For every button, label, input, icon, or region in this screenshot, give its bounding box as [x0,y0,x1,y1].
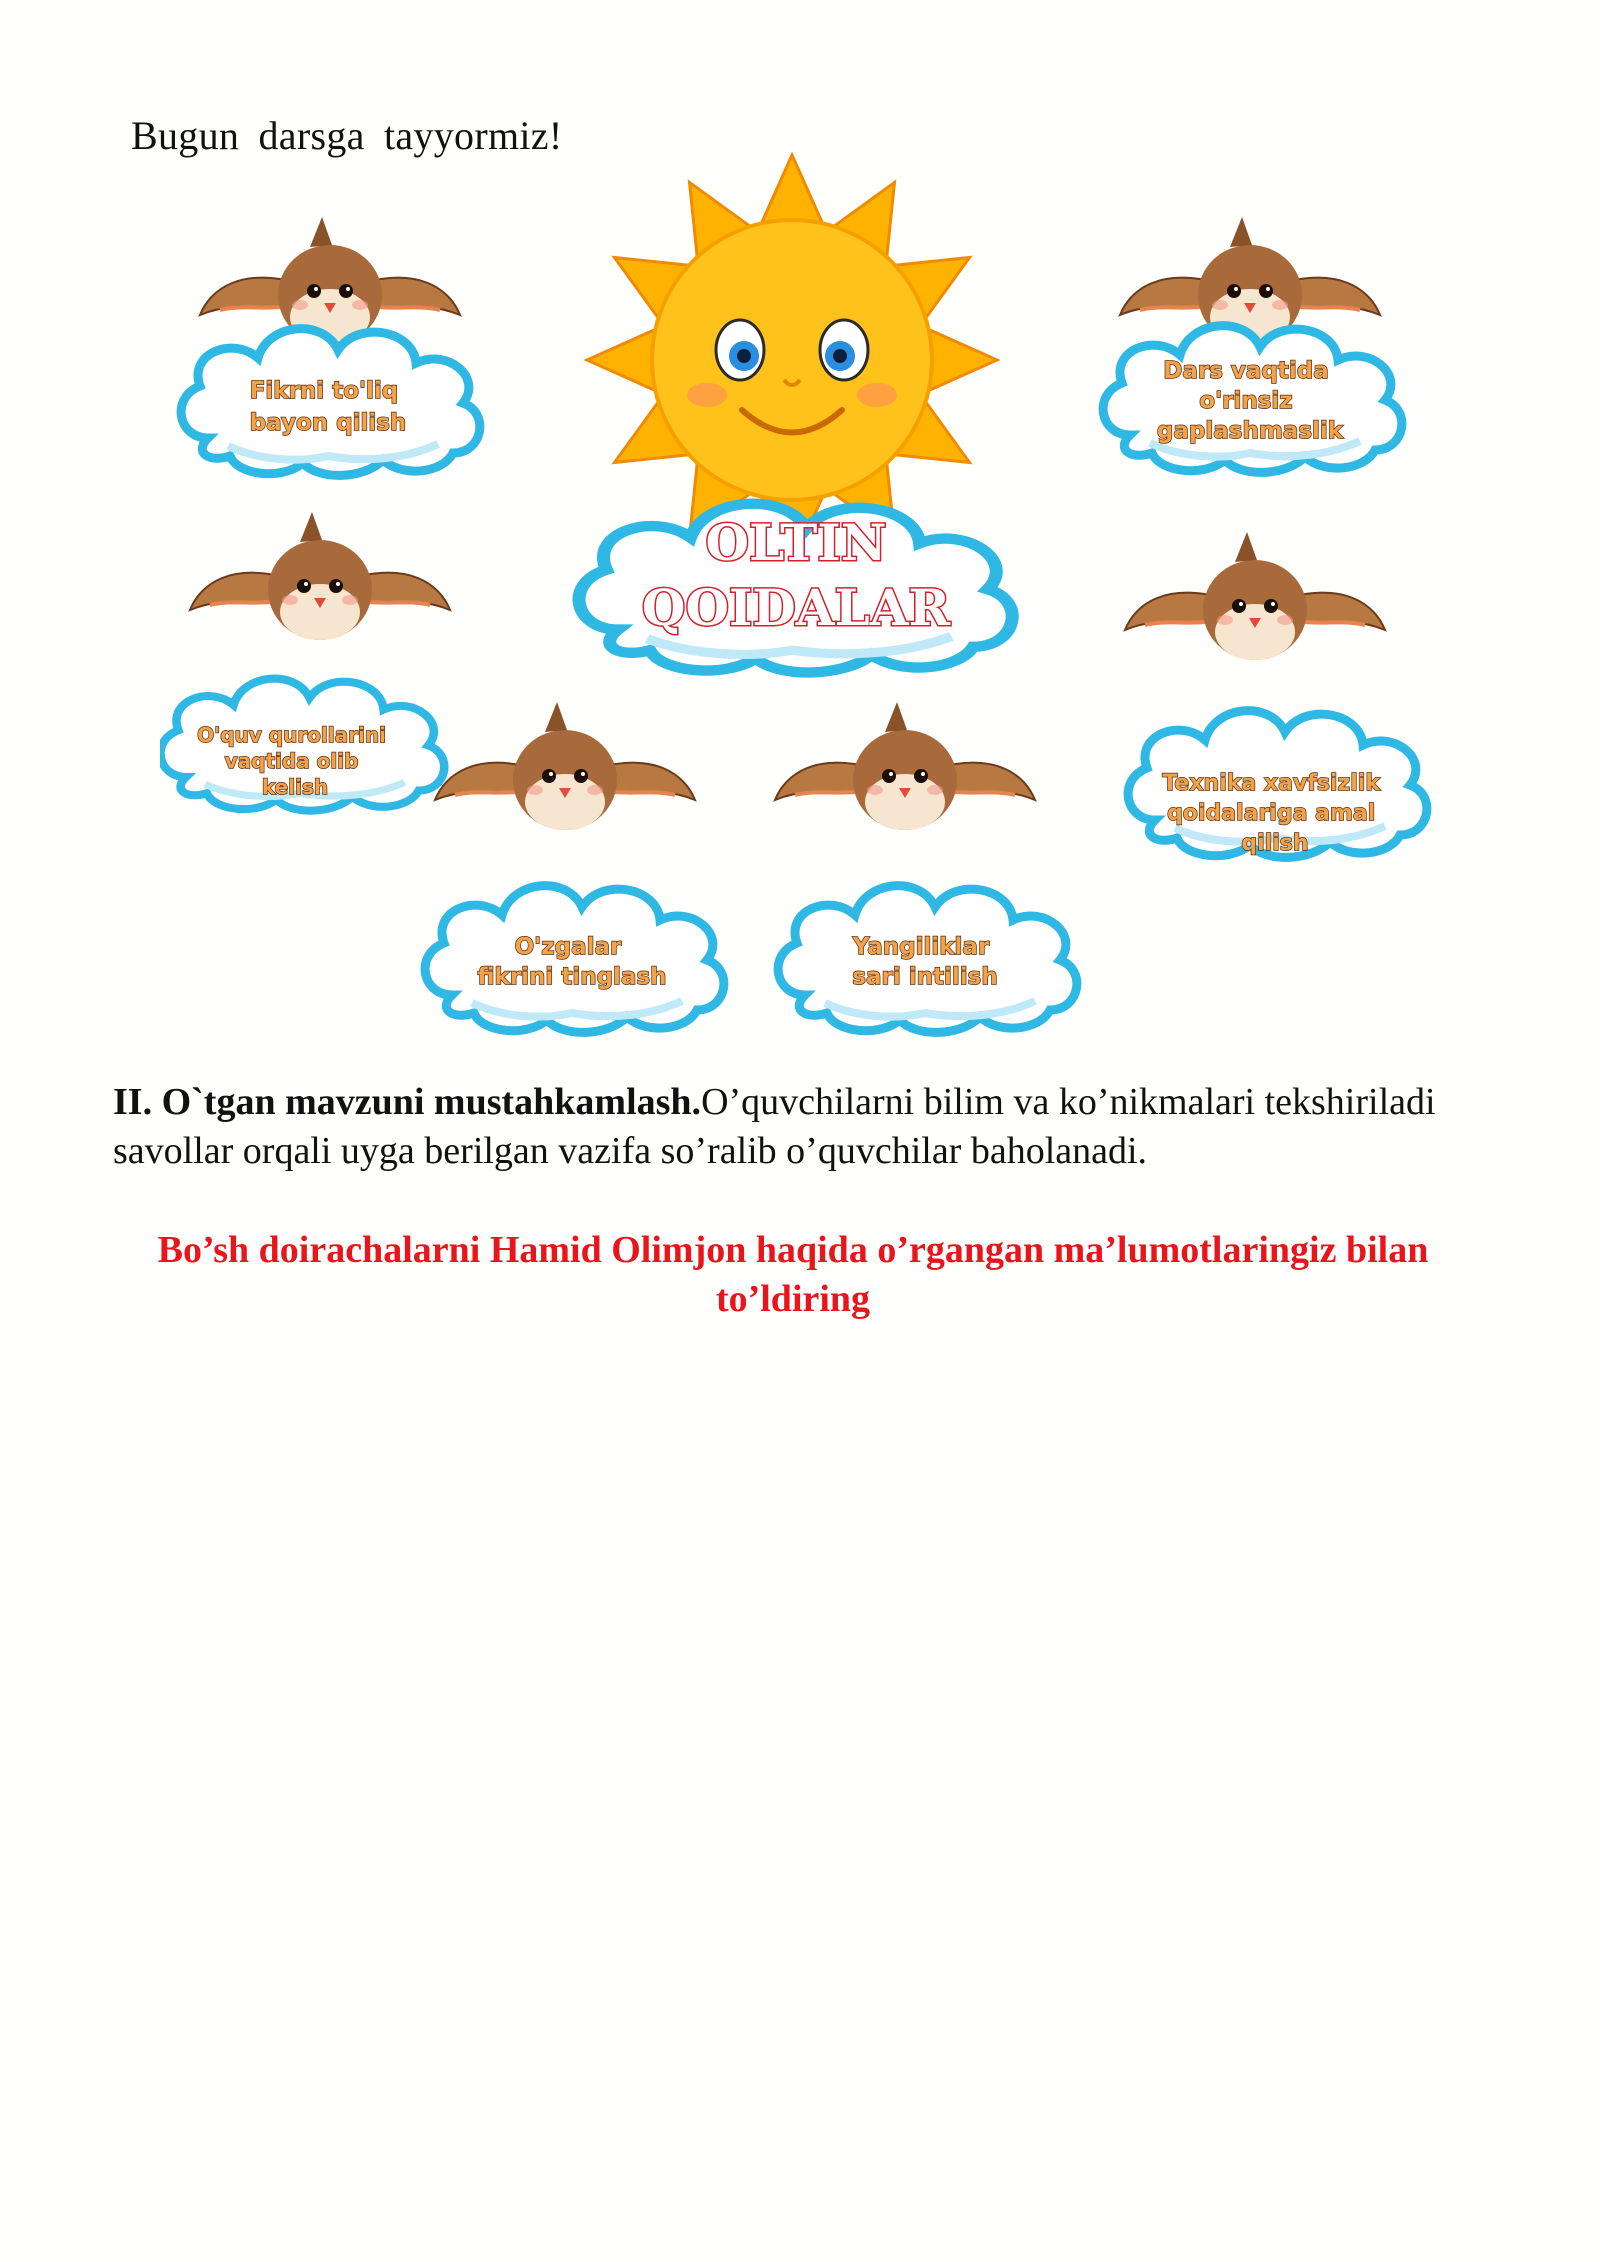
rule-cloud-1: Fikrni to'liq bayon qilish [249,378,407,436]
rule-cloud-4: Texnika xavfsizlik qoidalariga amal qilish [1162,771,1380,856]
poster-title-line2: QOIDALAR [641,578,951,637]
rule-cloud-6: Yangiliklar sari intilish [852,934,998,990]
poster-title-line1: OLTIN [705,513,887,572]
section-heading: II. O`tgan mavzuni mustahkamlash. [113,1081,702,1123]
rule-cloud-5: O'zgalar fikrini tinglash [477,934,667,990]
section-paragraph [113,1078,1473,1176]
greeting-text: Bugun darsga tayyormiz! [131,113,563,158]
section-body: O’quvchilarni bilim va ko’nikmalari tekshiriladi savollar orqali uyga berilgan vazifa so’ralib o’quvchilar baholanadi. [113,1081,1436,1172]
rule-cloud-2: Dars vaqtida o'rinsiz gaplashmaslik [1156,358,1344,444]
sun-illustration [587,155,997,565]
golden-rules-poster [160,150,1440,1050]
rule-cloud-3: O'quv qurollarini vaqtida olib kelish [197,723,386,799]
task-instruction: Bo’sh doirachalarni Hamid Olimjon haqida o’rgangan ma’lumotlaringiz bilan to’ldiring [157,1229,1429,1320]
